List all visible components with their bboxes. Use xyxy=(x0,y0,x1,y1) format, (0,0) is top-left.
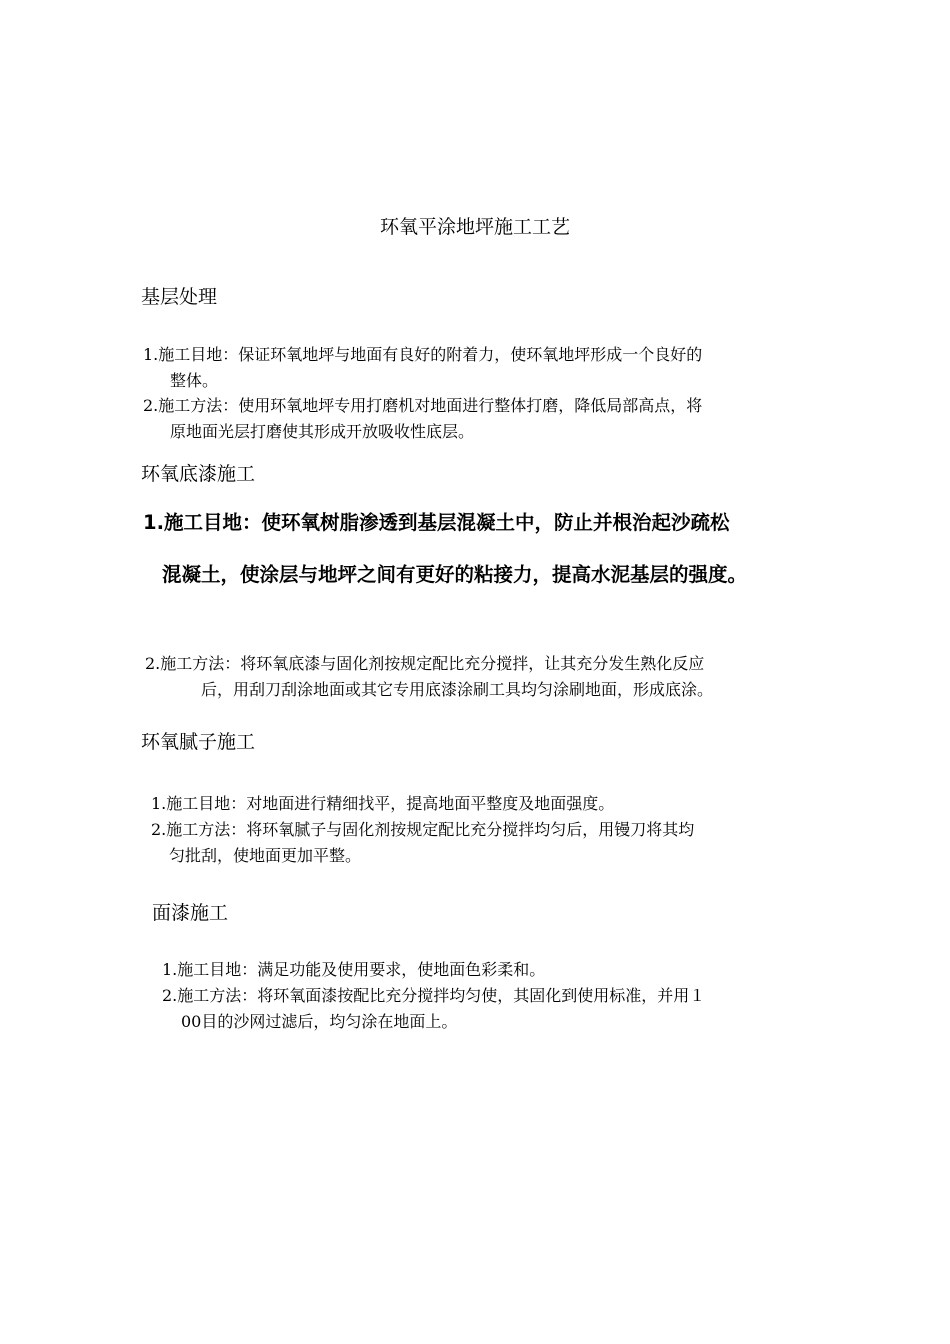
item-text-line: 1.施工目地：保证环氧地坪与地面有良好的附着力，使环氧地坪形成一个良好的 xyxy=(143,345,703,364)
document-title: 环氧平涂地坪施工工艺 xyxy=(379,216,570,238)
item-text-line: 原地面光层打磨使其形成开放吸收性底层。 xyxy=(170,422,475,441)
item-text-line: 后，用刮刀刮涂地面或其它专用底漆涂刷工具均匀涂刷地面，形成底涂。 xyxy=(201,680,714,699)
section-heading-primer: 环氧底漆施工 xyxy=(141,463,256,485)
item-text-line: 2.施工方法：将环氧底漆与固化剂按规定配比充分搅拌，让其充分发生熟化反应 xyxy=(145,654,705,673)
section-heading-putty: 环氧腻子施工 xyxy=(141,731,256,753)
list-item xyxy=(145,651,713,703)
list-item-emphasized-line1: 1.施工目地：使环氧树脂渗透到基层混凝土中，防止并根治起沙疏松 xyxy=(143,511,730,534)
list-item xyxy=(143,342,702,394)
list-item xyxy=(151,817,694,869)
item-text-line: 2.施工方法：将环氧面漆按配比充分搅拌均匀使，其固化到使用标准，并用１ xyxy=(162,986,706,1005)
list-item xyxy=(162,983,705,1035)
list-item-emphasized-line2: 混凝土，使涂层与地坪之间有更好的粘接力，提高水泥基层的强度。 xyxy=(162,563,748,586)
item-text-line: 整体。 xyxy=(170,371,219,390)
item-text-line: 2.施工方法：使用环氧地坪专用打磨机对地面进行整体打磨，降低局部高点，将 xyxy=(143,396,703,415)
item-text-line: 1.施工目地：满足功能及使用要求，使地面色彩柔和。 xyxy=(162,960,546,979)
section-heading-topcoat: 面漆施工 xyxy=(152,902,229,924)
item-text-line: 00目的沙网过滤后，均匀涂在地面上。 xyxy=(181,1012,458,1031)
item-text-line: 匀批刮，使地面更加平整。 xyxy=(169,846,362,865)
list-item xyxy=(143,393,702,445)
item-text-line: 1.施工目地：对地面进行精细找平，提高地面平整度及地面强度。 xyxy=(151,794,615,813)
section-heading-base-treatment: 基层处理 xyxy=(141,286,218,308)
item-text-line: 2.施工方法：将环氧腻子与固化剂按规定配比充分搅拌均匀后，用镘刀将其均 xyxy=(151,820,695,839)
list-item xyxy=(151,791,614,817)
list-item xyxy=(162,957,545,983)
